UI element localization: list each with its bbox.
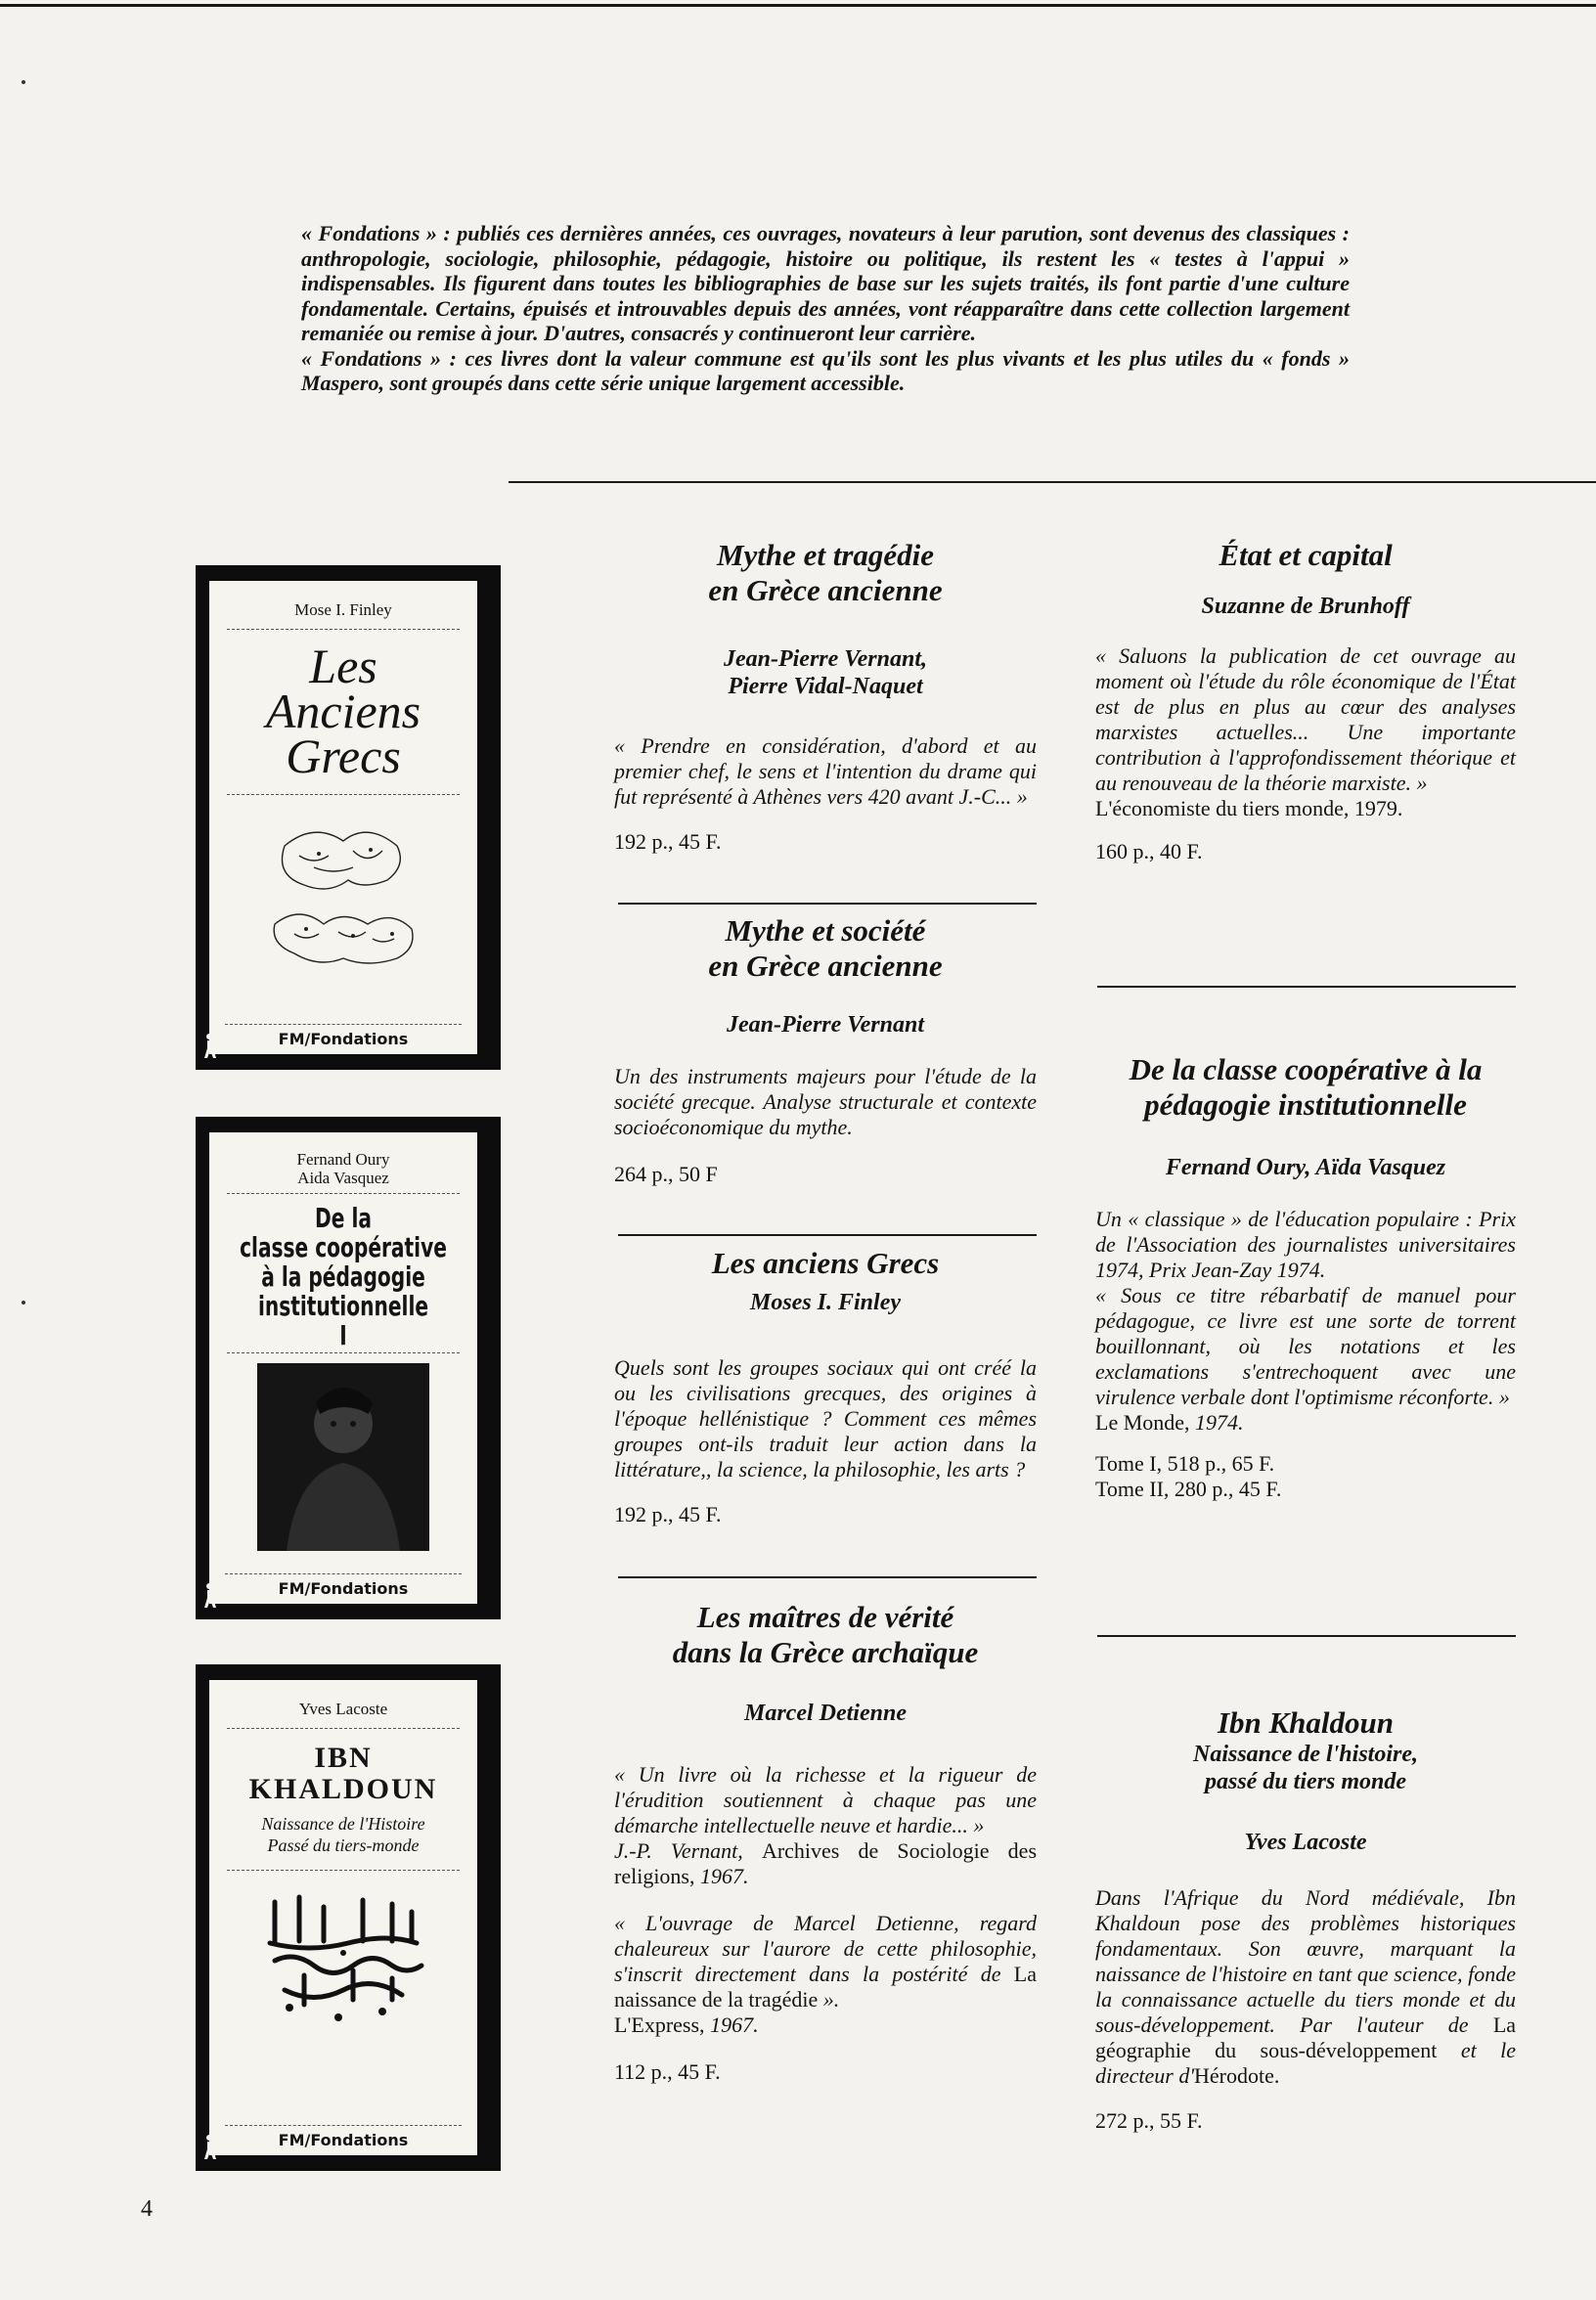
cover-divider <box>227 1193 460 1194</box>
entry-mythe-et-tragedie <box>614 538 1037 855</box>
entry-description: Un « classique » de l'éducation populaire : Prix de l'Association des journalistes universitaires 1974, Prix Jean-Zay 1974. <box>1095 1207 1516 1282</box>
source-author: J.-P. Vernant, <box>614 1838 743 1863</box>
cover-photo <box>257 1363 429 1551</box>
entry-price: 192 p., 45 F. <box>614 1502 722 1526</box>
entry-description: « Prendre en considération, d'abord et au premier chef, le sens et l'intention du drame qui fut représenté à Athènes vers 420 avant J.-C... » <box>614 733 1037 809</box>
cover-title-line: IBN <box>314 1742 373 1774</box>
cover-panel <box>209 1132 477 1604</box>
page-number: 4 <box>141 2196 153 2222</box>
cover-subtitle-line: Passé du tiers-monde <box>267 1836 420 1855</box>
quote-text-end: ». <box>822 1987 840 2012</box>
cover-divider <box>225 1024 462 1025</box>
entry-title-line: dans la Grèce archaïque <box>672 1635 979 1669</box>
entry-classe-cooperative <box>1095 1052 1516 1502</box>
cover-author: Yves Lacoste <box>298 1700 388 1718</box>
entry-subtitle-line: passé du tiers monde <box>1204 1769 1406 1794</box>
cover-title <box>209 639 477 783</box>
entry-description: « Saluons la publication de cet ouvrage au moment où l'étude du rôle économique de l'État est de plus en plus au cœur des analyses marxistes actuelles... Une importante contribution à l'approfondissement théorique et au renouveau de la théorie marxiste. » <box>1095 643 1516 795</box>
cover-author-line: Fernand Oury <box>296 1150 390 1169</box>
cover-divider <box>227 1352 460 1353</box>
cover-subtitle <box>209 1813 477 1856</box>
entry-divider <box>618 1576 1037 1578</box>
entry-price: 192 p., 45 F. <box>614 829 722 854</box>
cover-title-line: à la pédagogie <box>261 1261 425 1293</box>
entry-author: Yves Lacoste <box>1244 1830 1367 1855</box>
entry-mythe-et-societe <box>614 913 1037 1187</box>
entry-title-line: en Grèce ancienne <box>708 949 943 983</box>
entry-author: Jean-Pierre Vernant <box>726 1012 924 1038</box>
entry-title: État et capital <box>1219 538 1393 572</box>
entry-author: Moses I. Finley <box>749 1290 901 1315</box>
source-publication: Le Monde, <box>1095 1410 1190 1435</box>
entry-title <box>614 538 1037 608</box>
entry-divider <box>1097 1635 1516 1637</box>
cover-divider <box>227 629 460 630</box>
intro-paragraph-2: « Fondations » : ces livres dont la valeur commune est qu'ils sont les plus vivants et les plus utiles du « fonds » Maspero, sont groupés dans cette série unique largement accessible. <box>301 345 1350 395</box>
entry-subtitle <box>1095 1741 1516 1795</box>
running-figure-icon <box>201 1582 217 1610</box>
source-publication: L'Express, <box>614 2012 705 2037</box>
entry-description: Un des instruments majeurs pour l'étude de la société grecque. Analyse structurale et contexte socioéconomique du mythe. <box>614 1064 1037 1139</box>
entry-author: Suzanne de Brunhoff <box>1201 594 1410 619</box>
scan-speck <box>22 80 25 84</box>
entry-quote: « Sous ce titre rébarbatif de manuel pour pédagogue, ce livre est une sorte de torrent bouillonnant, où les notations et les exclamations s'entrechoquent avec une virulence verbale dont l'optimisme réconforte. » <box>1095 1283 1516 1409</box>
cover-panel <box>209 1680 477 2155</box>
quote-work: La naissance de la tragédie <box>614 1962 1037 2012</box>
entry-etat-et-capital <box>1095 538 1516 864</box>
entry-title-line: De la classe coopérative à la <box>1129 1052 1483 1086</box>
entry-ibn-khaldoun <box>1095 1705 1516 2134</box>
cover-title-line: classe coopérative <box>240 1231 447 1263</box>
source-year: 1974. <box>1195 1410 1244 1435</box>
cover-author: Mose I. Finley <box>294 600 392 619</box>
source-year: 1967. <box>710 2012 759 2037</box>
entry-price <box>1095 1451 1516 1502</box>
entry-author: Marcel Detienne <box>744 1701 907 1726</box>
header-divider <box>509 481 1596 483</box>
cover-divider <box>227 1728 460 1729</box>
entry-author-line: Jean-Pierre Vernant, <box>723 646 927 672</box>
arabic-calligraphy-icon <box>245 1882 441 2029</box>
scan-speck <box>22 1301 25 1305</box>
cover-subtitle-line: Naissance de l'Histoire <box>261 1814 425 1834</box>
entry-price: 272 p., 55 F. <box>1095 2108 1203 2133</box>
cover-collection-label: FM/Fondations <box>278 1579 409 1598</box>
entry-title: Ibn Khaldoun <box>1217 1705 1395 1740</box>
entry-author-line: Pierre Vidal-Naquet <box>728 674 923 699</box>
entry-title-line: Les maîtres de vérité <box>696 1600 954 1634</box>
cover-title-line: KHALDOUN <box>248 1773 438 1805</box>
entry-price: 264 p., 50 F <box>614 1162 718 1186</box>
entry-divider <box>1097 986 1516 988</box>
cover-title <box>219 1204 468 1350</box>
source-work: Archives de Sociologie des religions, <box>614 1838 1038 1888</box>
book-cover-classe-cooperative <box>196 1117 501 1619</box>
entry-title-line: Mythe et société <box>725 913 926 948</box>
cover-panel <box>209 581 477 1054</box>
cover-divider <box>227 1870 460 1871</box>
source-year: 1967. <box>700 1864 749 1888</box>
entry-price: 112 p., 45 F. <box>614 2059 721 2084</box>
entry-title-line: en Grèce ancienne <box>708 573 943 607</box>
cover-collection-label: FM/Fondations <box>278 1030 409 1048</box>
entry-les-anciens-grecs <box>614 1246 1037 1527</box>
cover-title-line: De la <box>315 1202 372 1234</box>
description-work: La géographie du sous-développement <box>1095 2012 1517 2062</box>
cover-volume: I <box>339 1319 347 1351</box>
cover-divider <box>225 1573 462 1574</box>
entry-quote-source <box>614 2012 1037 2038</box>
cover-divider <box>227 794 460 795</box>
cover-title-line: institutionnelle <box>257 1290 429 1322</box>
cover-collection-label: FM/Fondations <box>278 2131 409 2149</box>
portrait-photo-icon <box>257 1363 429 1551</box>
entry-description <box>1095 1885 1516 2089</box>
entry-author: Fernand Oury, Aïda Vasquez <box>1165 1155 1446 1180</box>
description-text: et le directeur d' <box>1095 2038 1516 2088</box>
cover-illustration-icon <box>245 807 441 983</box>
intro-paragraph-1: « Fondations » : publiés ces dernières années, ces ouvrages, novateurs à leur parution, sont devenus des classiques : anthropologie, sociologie, philosophie, pédagogie, histoire ou politique, ils restent les « testes à l'appui » indispensables. Ils figurent dans toutes les bibliographies de base sur les sujets traités, ils font partie d'une culture fondamentale. Certains, épuisés et introuvables depuis des années, vont réapparaître dans cette collection largement remaniée ou remise à jour. D'autres, consacrés y continueront leur carrière. <box>301 221 1350 345</box>
book-cover-les-anciens-grecs <box>196 565 501 1070</box>
entry-quote: « Un livre où la richesse et la rigueur de l'érudition soutiennent à chaque pas une démarche intellectuelle neuve et hardie... » <box>614 1762 1037 1837</box>
entry-title <box>614 1600 1037 1670</box>
entry-title-line: pédagogie institutionnelle <box>1144 1087 1467 1122</box>
quote-text: « L'ouvrage de Marcel Detienne, regard chaleureux sur l'aurore de cette philosophie, s'inscrit directement dans la postérité de <box>614 1911 1037 1986</box>
cover-author <box>209 1150 477 1187</box>
entry-quote-source <box>614 1838 1037 1889</box>
entry-title-line: Mythe et tragédie <box>716 538 935 572</box>
entry-price: 160 p., 40 F. <box>1095 839 1203 863</box>
entry-divider <box>618 1234 1037 1236</box>
running-figure-icon <box>201 2134 217 2161</box>
top-rule <box>0 4 1596 7</box>
description-work: Hérodote. <box>1194 2063 1280 2088</box>
entry-price-line: Tome II, 280 p., 45 F. <box>1095 1477 1282 1501</box>
entry-quote <box>614 1911 1037 2012</box>
entry-divider <box>618 903 1037 905</box>
entry-title <box>1095 1052 1516 1123</box>
entry-price-line: Tome I, 518 p., 65 F. <box>1095 1451 1275 1476</box>
entry-description: Quels sont les groupes sociaux qui ont créé la ou les civilisations grecques, des origines à l'époque hellénistique ? Comment ces mêmes groupes ont-ils traduit leur action dans la littérature,, la science, la philosophie, les arts ? <box>614 1355 1037 1482</box>
entry-title: Les anciens Grecs <box>711 1246 940 1280</box>
cover-divider <box>225 2125 462 2126</box>
cover-author-line: Aida Vasquez <box>297 1169 389 1187</box>
intro-text <box>301 221 1350 396</box>
entry-quote-source: L'économiste du tiers monde, 1979. <box>1095 796 1403 820</box>
description-text: Dans l'Afrique du Nord médiévale, Ibn Khaldoun pose des problèmes historiques fondamentaux. Son œuvre, marquant la naissance de l'histoire en tant que science, fonde la connaissance actuelle du tiers monde et du sous-développement. Par l'auteur de <box>1095 1885 1516 2037</box>
entry-quote-source <box>1095 1410 1516 1436</box>
cover-title <box>209 1743 477 1805</box>
entry-title <box>614 913 1037 984</box>
cover-title-line: Les <box>309 639 377 693</box>
running-figure-icon <box>201 1033 217 1060</box>
entry-subtitle-line: Naissance de l'histoire, <box>1192 1742 1418 1767</box>
entry-author <box>614 645 1037 700</box>
book-cover-ibn-khaldoun <box>196 1664 501 2171</box>
entry-les-maitres-de-verite <box>614 1600 1037 2085</box>
cover-title-line: Grecs <box>286 729 401 783</box>
cover-title-line: Anciens <box>265 684 421 738</box>
